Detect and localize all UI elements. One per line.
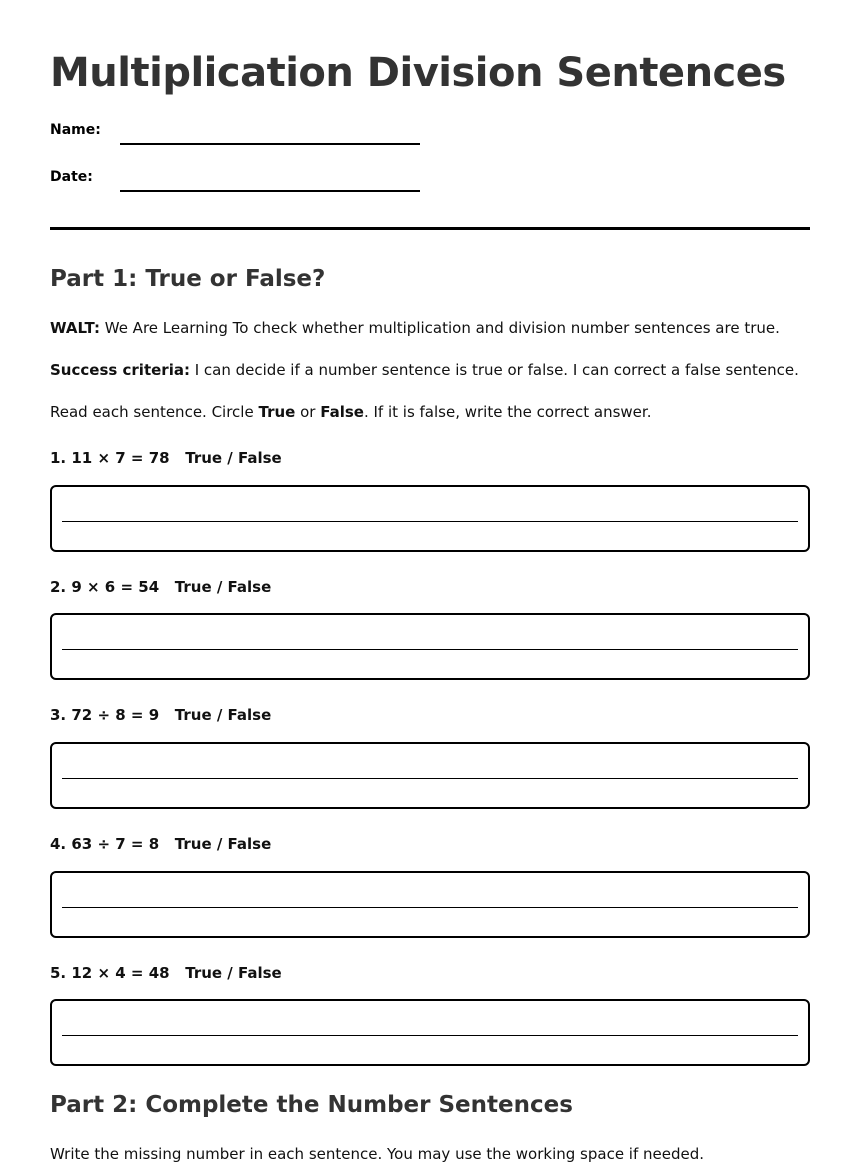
success-criteria-label: Success criteria: bbox=[50, 361, 190, 379]
name-field-line[interactable] bbox=[120, 143, 420, 145]
question-3: 3. 72 ÷ 8 = 9 True / False bbox=[50, 706, 272, 724]
page-title: Multiplication Division Sentences bbox=[50, 50, 786, 96]
answer-line-1 bbox=[62, 521, 798, 522]
answer-line-5 bbox=[62, 1035, 798, 1036]
success-criteria-description: I can decide if a number sentence is true or false. I can correct a false sentence. bbox=[189, 361, 799, 379]
question-2: 2. 9 × 6 = 54 True / False bbox=[50, 578, 272, 596]
walt-description: We Are Learning To check whether multiplication and division number sentences are true. bbox=[99, 319, 780, 337]
part1-instruction bbox=[50, 403, 810, 421]
answer-line-3 bbox=[62, 778, 798, 779]
question-4: 4. 63 ÷ 7 = 8 True / False bbox=[50, 835, 272, 853]
instruction-true: True bbox=[258, 403, 296, 421]
instruction-false: False bbox=[320, 403, 364, 421]
walt-label: WALT: bbox=[50, 319, 100, 337]
answer-box-3[interactable] bbox=[50, 742, 810, 809]
name-label: Name: bbox=[50, 122, 101, 138]
answer-line-2 bbox=[62, 649, 798, 650]
date-field-line[interactable] bbox=[120, 190, 420, 192]
part2-instruction: Write the missing number in each sentence. You may use the working space if needed. bbox=[50, 1145, 705, 1163]
answer-box-5[interactable] bbox=[50, 999, 810, 1066]
instruction-text-end: . If it is false, write the correct answer. bbox=[363, 403, 652, 421]
answer-box-1[interactable] bbox=[50, 485, 810, 552]
answer-box-4[interactable] bbox=[50, 871, 810, 938]
part2-heading: Part 2: Complete the Number Sentences bbox=[50, 1092, 573, 1118]
question-5: 5. 12 × 4 = 48 True / False bbox=[50, 964, 282, 982]
instruction-text: Read each sentence. Circle bbox=[50, 403, 259, 421]
part1-heading: Part 1: True or False? bbox=[50, 266, 326, 292]
answer-box-2[interactable] bbox=[50, 613, 810, 680]
walt-text bbox=[50, 319, 810, 337]
instruction-or: or bbox=[295, 403, 321, 421]
success-criteria-text bbox=[50, 361, 810, 379]
date-label: Date: bbox=[50, 169, 93, 185]
question-1: 1. 11 × 7 = 78 True / False bbox=[50, 449, 282, 467]
answer-line-4 bbox=[62, 907, 798, 908]
header-divider bbox=[50, 227, 810, 230]
